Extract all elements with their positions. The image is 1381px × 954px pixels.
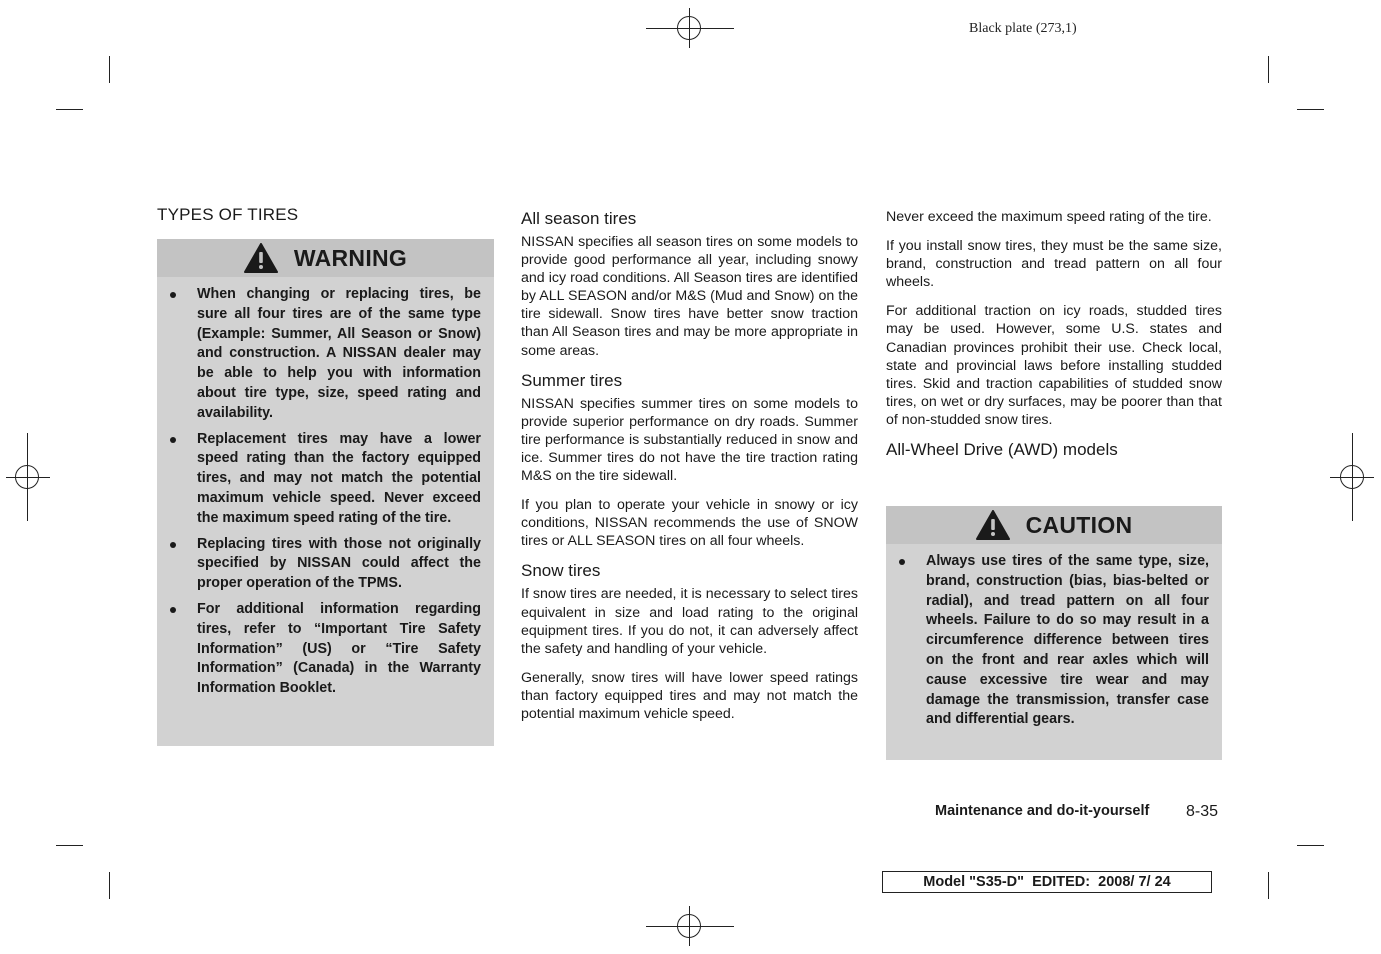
plate-label: Black plate (273,1) — [969, 21, 1077, 36]
awd-title: All-Wheel Drive (AWD) models — [886, 440, 1118, 460]
col3-text-3: For additional traction on icy roads, studded tires may be used. However, some U.S. states and Canadian provinces prohibit their use. Check local, state and provincial laws before installing studded tires. Skid and traction capabilities of studded snow tires, on wet or dry surfaces, may be poorer than that of non-studded snow tires. — [886, 303, 1222, 428]
bullet-icon — [170, 437, 176, 443]
col3-text-1: Never exceed the maximum speed rating of the tire. — [886, 209, 1212, 225]
list-item: Replacement tires may have a lower speed rating than the factory equipped tires, and may not match the potential maximum vehicle speed. Never exceed the maximum speed rating of the tire. — [170, 430, 481, 529]
list-item: Replacing tires with those not originally specified by NISSAN could affect the proper operation of the TPMS. — [170, 535, 481, 594]
col3-text-2: If you install snow tires, they must be the same size, brand, construction and tread pattern on all four wheels. — [886, 238, 1222, 291]
all-season-title: All season tires — [521, 209, 637, 228]
model-label: Model "S35-D" EDITED: 2008/ 7/ 24 — [923, 874, 1171, 890]
snow-text-1: If snow tires are needed, it is necessary to select tires equivalent in size and load rating to the original equipment tires. If you do not, it can adversely affect the safety and handling of your vehicle. — [521, 586, 858, 657]
footer-section-name: Maintenance and do-it-yourself — [935, 803, 1150, 819]
warning-list — [157, 277, 494, 711]
warning-triangle-icon — [244, 243, 278, 273]
snow-text-2: Generally, snow tires will have lower speed ratings than factory equipped tires and may not match the potential maximum vehicle speed. — [521, 669, 858, 722]
summer-text-1: NISSAN specifies summer tires on some models to provide superior performance on dry roads. Summer tire performance is substantially reduced in snow and ice. Summer tires do not have the tire traction rating M&S on the tire sidewall. — [521, 395, 858, 485]
all-season-text: NISSAN specifies all season tires on some models to provide good performance all year, including snowy and icy road conditions. All Season tires are identified by ALL SEASON and/or M&S (Mud and Snow) on the tire sidewall. Snow tires have better snow traction than All Season tires and may be more appropriate in some areas. — [521, 234, 858, 359]
caution-triangle-icon — [976, 510, 1010, 540]
section-title: TYPES OF TIRES — [157, 205, 299, 224]
bullet-icon — [899, 559, 905, 565]
column-3 — [886, 208, 1222, 464]
bullet-icon — [170, 607, 176, 613]
bullet-icon — [170, 542, 176, 548]
summer-title: Summer tires — [521, 370, 623, 390]
list-item: When changing or replacing tires, be sure all four tires are of the same type (Example: Summer, All Season or Snow) and construction. A NISSAN dealer may be able to help you with information about tire type, size, speed rating and availability. — [170, 285, 481, 424]
warning-header — [157, 239, 494, 277]
page-number: 8-35 — [1186, 803, 1219, 820]
summer-text-2: If you plan to operate your vehicle in snowy or icy conditions, NISSAN recommends the use of SNOW tires or ALL SEASON tires on all four wheels. — [521, 497, 858, 550]
list-item: For additional information regarding tires, refer to “Important Tire Safety Information” (US) or “Tire Safety Information” (Canada) in the Warranty Information Booklet. — [170, 600, 481, 699]
model-edit-box — [882, 871, 1212, 893]
caution-header — [886, 506, 1222, 544]
caution-list — [886, 544, 1222, 742]
list-item: Always use tires of the same type, size, brand, construction (bias, bias-belted or radial), and tread pattern on all four wheels. Failure to do so may result in a circumference difference between tires on the front and rear axles which will cause excessive tire wear and may damage the transmission, transfer case and differential gears. — [899, 552, 1209, 730]
snow-title: Snow tires — [521, 561, 601, 581]
warning-box — [157, 239, 494, 746]
column-2 — [521, 209, 858, 734]
caution-box — [886, 506, 1222, 760]
bullet-icon — [170, 292, 176, 298]
caution-label: CAUTION — [1025, 511, 1133, 538]
warning-label: WARNING — [293, 244, 408, 271]
